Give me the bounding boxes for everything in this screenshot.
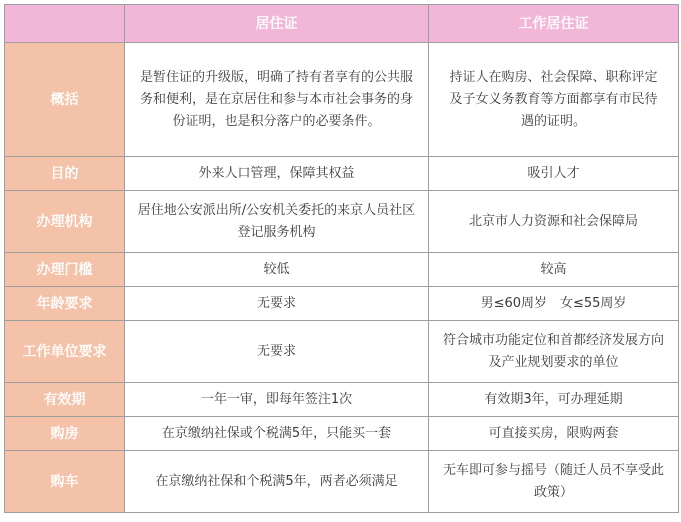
residence-cell: 在京缴纳社保和个税满5年，两者必须满足 [125,451,429,513]
residence-cell: 是暂住证的升级版，明确了持有者享有的公共服务和便利，是在京居住和参与本市社会事务的身份证明，也是积分落户的必要条件。 [125,43,429,157]
work-cell: 较高 [429,253,679,287]
work-cell: 吸引人才 [429,157,679,191]
row-label: 年龄要求 [5,287,125,321]
work-cell: 无车即可参与摇号（随迁人员不享受此政策） [429,451,679,513]
row-label: 有效期 [5,383,125,417]
table-row [5,253,679,287]
header-work-residence-permit: 工作居住证 [429,5,679,43]
table-row [5,191,679,253]
work-cell: 男≤60周岁 女≤55周岁 [429,287,679,321]
row-label: 工作单位要求 [5,321,125,383]
table-row [5,451,679,513]
table-row [5,43,679,157]
residence-cell: 无要求 [125,287,429,321]
comparison-table [4,4,679,513]
row-label: 购车 [5,451,125,513]
work-cell: 有效期3年，可办理延期 [429,383,679,417]
table-row [5,157,679,191]
table-row [5,417,679,451]
work-cell: 可直接买房，限购两套 [429,417,679,451]
row-label: 办理机构 [5,191,125,253]
header-residence-permit: 居住证 [125,5,429,43]
row-label: 购房 [5,417,125,451]
residence-cell: 居住地公安派出所/公安机关委托的来京人员社区登记服务机构 [125,191,429,253]
work-cell: 符合城市功能定位和首都经济发展方向及产业规划要求的单位 [429,321,679,383]
residence-cell: 一年一审，即每年签注1次 [125,383,429,417]
work-cell: 北京市人力资源和社会保障局 [429,191,679,253]
table-row [5,383,679,417]
work-cell: 持证人在购房、社会保障、职称评定及子女义务教育等方面都享有市民待遇的证明。 [429,43,679,157]
residence-cell: 外来人口管理，保障其权益 [125,157,429,191]
residence-cell: 无要求 [125,321,429,383]
row-label: 目的 [5,157,125,191]
row-label: 办理门槛 [5,253,125,287]
header-row [5,5,679,43]
row-label: 概括 [5,43,125,157]
residence-cell: 在京缴纳社保或个税满5年，只能买一套 [125,417,429,451]
table-row [5,321,679,383]
table-row [5,287,679,321]
residence-cell: 较低 [125,253,429,287]
header-corner [5,5,125,43]
